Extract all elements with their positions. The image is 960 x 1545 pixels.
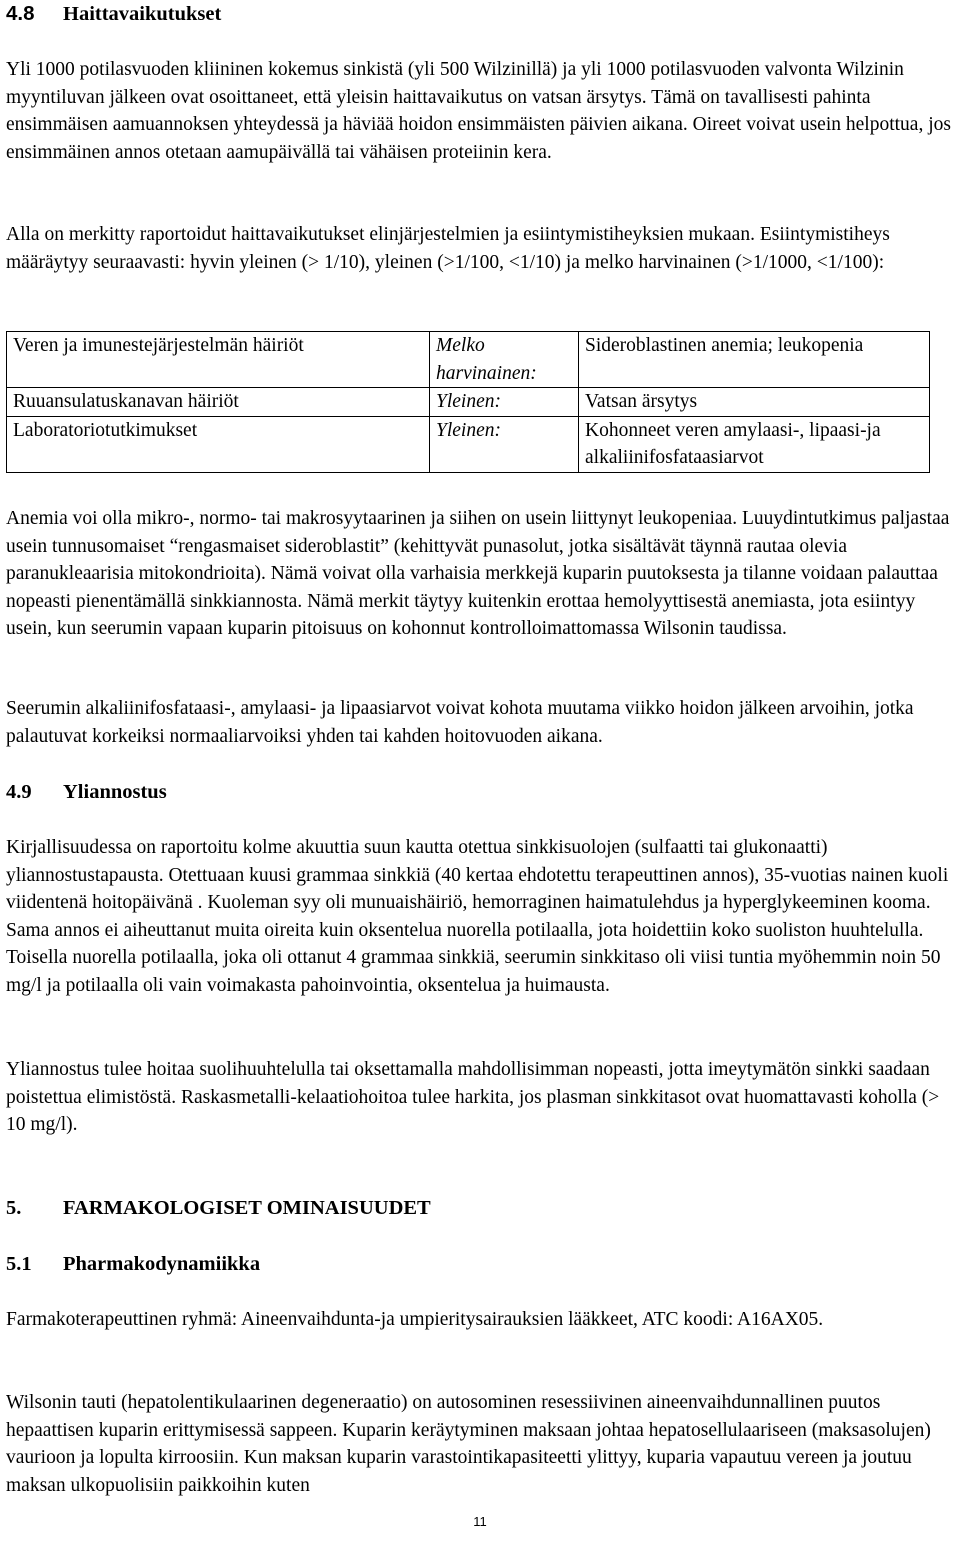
section-number: 5. bbox=[6, 1197, 22, 1219]
paragraph: Farmakoterapeuttinen ryhmä: Aineenvaihdunta-ja umpieritysairauksien lääkkeet, ATC koodi: A16AX05. bbox=[6, 1309, 824, 1330]
table-row bbox=[7, 388, 930, 417]
table-cell-frequency: Melko harvinainen: bbox=[430, 332, 579, 388]
section-heading bbox=[6, 1251, 956, 1278]
adverse-effects-table-wrap bbox=[6, 331, 956, 473]
section-number: 4.9 bbox=[6, 781, 32, 803]
table-cell-frequency: Yleinen: bbox=[430, 416, 579, 472]
table-row bbox=[7, 416, 930, 472]
section-heading bbox=[6, 0, 956, 28]
paragraph: Wilsonin tauti (hepatolentikulaarinen degeneraatio) on autosominen resessiivinen aineenvaihdunnallinen puutos hepaattisen kuparin erittymisessä sappeen. Kuparin keräytyminen maksaan johtaa hepatosellulaariseen (maksasolujen) vaurioon ja lopulta kirroosiin. Kun maksan kuparin varastointikapasiteetti ylittyy, kuparia vapautuu vereen ja joutuu maksan ulkopuolisiin paikkoihin kuten bbox=[6, 1392, 931, 1496]
page-number: 11 bbox=[473, 1514, 487, 1529]
table-cell-frequency: Yleinen: bbox=[430, 388, 579, 417]
section-title: FARMAKOLOGISET OMINAISUUDET bbox=[63, 1197, 431, 1219]
section-title: Haittavaikutukset bbox=[63, 3, 222, 25]
paragraph: Yli 1000 potilasvuoden kliininen kokemus sinkistä (yli 500 Wilzinillä) ja yli 1000 potilasvuoden valvonta Wilzinin myyntiluvan jälkeen ovat osoittaneet, että yleisin haittavaikutus on vatsan ärsytys. Tämä on tavallisesti pahinta ensimmäisen aamuannoksen yhteydessä ja häviää hoidon ensimmäisten päivien aikana. Oireet voivat usein helpottua, jos ensimmäinen annos otetaan aamupäivällä tai vähäisen proteiinin kera. bbox=[6, 59, 951, 163]
section-number: 5.1 bbox=[6, 1253, 32, 1275]
section-heading bbox=[6, 1195, 956, 1222]
section-5 bbox=[6, 1195, 956, 1222]
table-cell-organ: Laboratoriotutkimukset bbox=[7, 416, 430, 472]
paragraph: Kirjallisuudessa on raportoitu kolme akuuttia suun kautta otettua sinkkisuolojen (sulfaatti tai glukonaatti) yliannostustapausta. Otettuaan kuusi grammaa sinkkiä (40 kertaa ehdotettu terapeuttinen annos), 35-vuotias nainen kuoli viidentenä hoitopäivänä . Kuoleman syy oli munuaishäiriö, hemorraginen haimatulehdus ja hyperglykeeminen kooma. Sama annos ei aiheuttanut muita oireita kuin oksentelua nuorella potilaalla, jota hoidettiin koko suoliston huuhtelulla. Toisella nuorella potilaalla, joka oli ottanut 4 grammaa sinkkiä, seerumin sinkkitaso oli viisi tuntia myöhemmin noin 50 mg/l ja potilaalla oli vain voimakasta pahoinvointia, oksentelua ja huimausta. bbox=[6, 837, 949, 996]
section-number: 4.8 bbox=[6, 2, 35, 25]
paragraph: Seerumin alkaliinifosfataasi-, amylaasi- ja lipaasiarvot voivat kohota muutama viikko hoidon jälkeen arvoihin, jotka palautuvat korkeiksi normaaliarvoiksi yhden tai kahden hoitovuoden aikana. bbox=[6, 698, 914, 747]
section-5-1 bbox=[6, 1251, 956, 1278]
table-cell-effect: Kohonneet veren amylaasi-, lipaasi-ja alkaliinifosfataasiarvot bbox=[579, 416, 930, 472]
table-cell-organ: Veren ja imunestejärjestelmän häiriöt bbox=[7, 332, 430, 388]
section-title: Yliannostus bbox=[63, 781, 167, 803]
section-4-9 bbox=[6, 779, 956, 806]
table-cell-effect: Vatsan ärsytys bbox=[579, 388, 930, 417]
adverse-effects-table bbox=[6, 331, 930, 473]
section-title: Pharmakodynamiikka bbox=[63, 1253, 261, 1275]
section-heading bbox=[6, 779, 956, 806]
section-4-8 bbox=[6, 0, 956, 28]
table-row bbox=[7, 332, 930, 388]
paragraph: Yliannostus tulee hoitaa suolihuuhtelulla tai oksettamalla mahdollisimman nopeasti, jotta imeytymätön sinkki saadaan poistettua elimistöstä. Raskasmetalli-kelaatiohoitoa tulee harkita, jos plasman sinkkitasot ovat huomattavasti koholla (> 10 mg/l). bbox=[6, 1059, 940, 1135]
table-cell-organ: Ruuansulatuskanavan häiriöt bbox=[7, 388, 430, 417]
paragraph: Anemia voi olla mikro-, normo- tai makrosyytaarinen ja siihen on usein liittynyt leukopeniaa. Luuydintutkimus paljastaa usein tunnusomaiset “rengasmaiset sideroblastit” (kehittyvät punasolut, jotka sisältävät täynnä rautaa olevia paranukleaarisia mitokondrioita). Nämä voivat olla varhaisia merkkejä kuparin puutoksesta ja tilanne voidaan palauttaa nopeasti pienentämällä sinkkiannosta. Nämä merkit täytyy kuitenkin erottaa hemolyyttisestä anemiasta, jota esiintyy usein, kun seerumin vapaan kuparin pitoisuus on kohonnut kontrolloimattomassa Wilsonin taudissa. bbox=[6, 508, 950, 639]
table-cell-effect: Sideroblastinen anemia; leukopenia bbox=[579, 332, 930, 388]
paragraph: Alla on merkitty raportoidut haittavaikutukset elinjärjestelmien ja esiintymistiheyksien mukaan. Esiintymistiheys määräytyy seuraavasti: hyvin yleinen (> 1/10), yleinen (>1/100, <1/10) ja melko harvinainen (>1/1000, <1/100): bbox=[6, 224, 890, 273]
